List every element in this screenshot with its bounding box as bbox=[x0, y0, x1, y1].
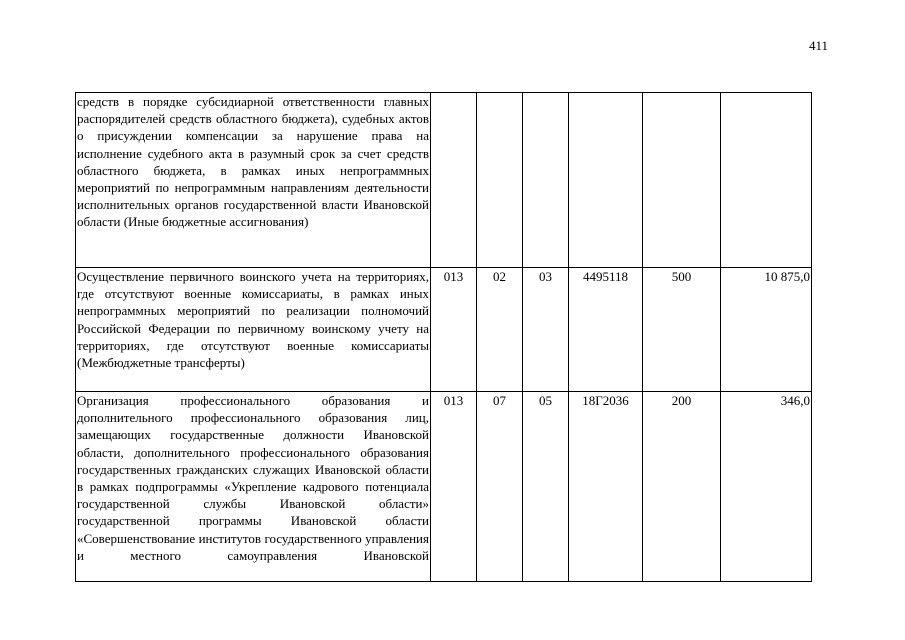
cell-target-article: 4495118 bbox=[569, 268, 643, 392]
cell-section bbox=[477, 93, 523, 268]
table-row bbox=[76, 392, 812, 582]
cell-subsection: 05 bbox=[523, 392, 569, 582]
row-description: Осуществление первичного воинского учета на территориях, где отсутствуют военные комиссариаты, в рамках иных непрограммных мероприятий по реализации полномочий Российской Федерации по первичному воинскому учету на территориях, где отсутствуют военные комиссариаты (Межбюджетные трансферты) bbox=[76, 268, 431, 392]
cell-subsection bbox=[523, 93, 569, 268]
table-row bbox=[76, 268, 812, 392]
cell-admin-code bbox=[431, 93, 477, 268]
cell-section: 07 bbox=[477, 392, 523, 582]
cell-admin-code: 013 bbox=[431, 392, 477, 582]
cell-amount bbox=[721, 93, 812, 268]
cell-subsection: 03 bbox=[523, 268, 569, 392]
row-description: Организация профессионального образования и дополнительного профессионального образования лиц, замещающих государственные должности Ивановской области, дополнительного профессионального образования государственных гражданских служащих Ивановской области в рамках подпрограммы «Укрепление кадрового потенциала государственной службы Ивановской области» государственной программы Ивановской области «Совершенствование институтов государственного управления и местного самоуправления Ивановской bbox=[76, 392, 431, 582]
cell-amount: 346,0 bbox=[721, 392, 812, 582]
cell-section: 02 bbox=[477, 268, 523, 392]
row-description: средств в порядке субсидиарной ответственности главных распорядителей средств областного бюджета), судебных актов о присуждении компенсации за нарушение права на исполнение судебного акта в разумный срок за счет средств областного бюджета, в рамках иных непрограммных мероприятий по непрограммным направлениям деятельности исполнительных органов государственной власти Ивановской области (Иные бюджетные ассигнования) bbox=[76, 93, 431, 268]
cell-expense-type bbox=[643, 93, 721, 268]
cell-target-article bbox=[569, 93, 643, 268]
budget-table bbox=[75, 92, 812, 582]
cell-expense-type: 200 bbox=[643, 392, 721, 582]
cell-amount: 10 875,0 bbox=[721, 268, 812, 392]
table-row bbox=[76, 93, 812, 268]
cell-admin-code: 013 bbox=[431, 268, 477, 392]
cell-target-article: 18Г2036 bbox=[569, 392, 643, 582]
cell-expense-type: 500 bbox=[643, 268, 721, 392]
page-number: 411 bbox=[808, 38, 828, 53]
